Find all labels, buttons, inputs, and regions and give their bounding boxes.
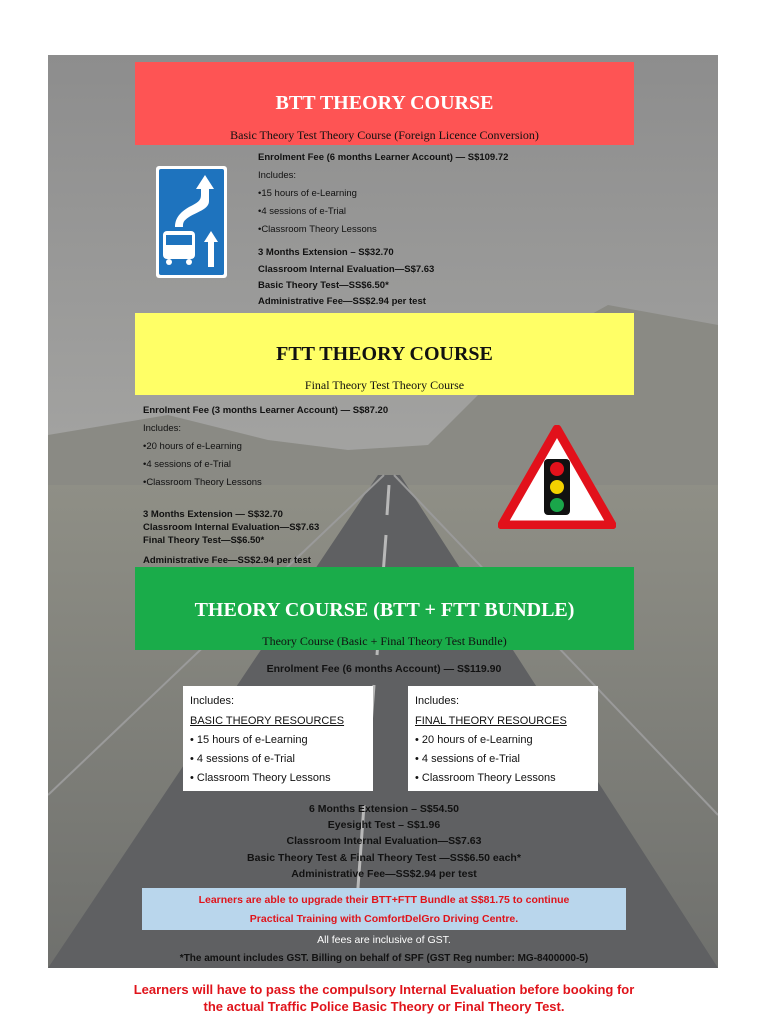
ftt-subtitle: Final Theory Test Theory Course (304, 378, 465, 392)
upgrade-note-box (142, 888, 626, 930)
basic-resources-heading: BASIC THEORY RESOURCES (190, 715, 345, 727)
bundle-fee-line: 6 Months Extension – S$54.50 (309, 803, 459, 815)
ftt-fee-line: Classroom Internal Evaluation—S$7.63 (143, 522, 320, 533)
bundle-banner (135, 567, 634, 650)
bundle-subtitle: Theory Course (Basic + Final Theory Test Bundle) (262, 634, 507, 648)
final-resources-heading: FINAL THEORY RESOURCES (415, 715, 567, 727)
upgrade-note-line: Learners are able to upgrade their BTT+FTT Bundle at S$81.75 to continue (198, 894, 570, 906)
btt-include-item: •Classroom Theory Lessons (258, 224, 377, 235)
ftt-enrolment-fee: Enrolment Fee (3 months Learner Account) — S$87.20 (143, 405, 389, 416)
btt-include-item: •15 hours of e-Learning (258, 188, 357, 199)
btt-fee-line: 3 Months Extension – S$32.70 (258, 247, 394, 258)
basic-resource-item: • 15 hours of e-Learning (190, 734, 308, 746)
bus-lane-sign-icon (155, 165, 228, 279)
ftt-fee-line: 3 Months Extension — S$32.70 (143, 509, 283, 520)
ftt-fee-line: Administrative Fee—SS$2.94 per test (143, 555, 311, 566)
btt-fee-line: Classroom Internal Evaluation—S$7.63 (258, 264, 435, 275)
final-includes-label: Includes: (415, 695, 460, 707)
basic-resource-item: • 4 sessions of e-Trial (190, 753, 295, 765)
btt-enrolment-fee: Enrolment Fee (6 months Learner Account) — S$109.72 (258, 152, 509, 163)
basic-includes-label: Includes: (190, 695, 235, 707)
ftt-include-item: •4 sessions of e-Trial (143, 459, 231, 470)
bundle-title: THEORY COURSE (BTT + FTT BUNDLE) (194, 599, 575, 621)
ftt-title: FTT THEORY COURSE (276, 343, 493, 365)
bundle-enrolment-fee: Enrolment Fee (6 months Account) — S$119.90 (266, 663, 502, 675)
btt-includes-label: Includes: (258, 170, 297, 181)
btt-banner (135, 62, 634, 145)
gst-registration-note: *The amount includes GST. Billing on behalf of SPF (GST Reg number: MG-8400000-5) (179, 953, 589, 964)
btt-subtitle: Basic Theory Test Theory Course (Foreign Licence Conversion) (230, 128, 539, 142)
ftt-includes-label: Includes: (143, 423, 182, 434)
btt-fee-line: Administrative Fee—SS$2.94 per test (258, 296, 426, 307)
basic-theory-resources-box (183, 686, 373, 791)
btt-fee-line: Basic Theory Test—SS$6.50* (258, 280, 389, 291)
basic-resource-item: • Classroom Theory Lessons (190, 772, 331, 784)
final-resource-item: • 20 hours of e-Learning (415, 734, 533, 746)
btt-title: BTT THEORY COURSE (275, 92, 494, 114)
footer-warning-line: the actual Traffic Police Basic Theory or Final Theory Test. (203, 999, 565, 1014)
upgrade-note-line: Practical Training with ComfortDelGro Driving Centre. (249, 913, 519, 925)
final-resource-item: • Classroom Theory Lessons (415, 772, 556, 784)
bundle-fee-line: Administrative Fee—SS$2.94 per test (291, 868, 477, 880)
final-resource-item: • 4 sessions of e-Trial (415, 753, 520, 765)
ftt-include-item: •Classroom Theory Lessons (143, 477, 262, 488)
traffic-light-warning-sign-icon (498, 425, 616, 529)
ftt-banner (135, 313, 634, 395)
bundle-fee-line: Basic Theory Test & Final Theory Test —SS$6.50 each* (247, 852, 521, 864)
btt-include-item: •4 sessions of e-Trial (258, 206, 346, 217)
bundle-fee-line: Classroom Internal Evaluation—S$7.63 (286, 835, 482, 847)
ftt-fee-line: Final Theory Test—S$6.50* (143, 535, 265, 546)
ftt-include-item: •20 hours of e-Learning (143, 441, 242, 452)
footer-warning-line: Learners will have to pass the compulsory Internal Evaluation before booking for (133, 982, 635, 997)
final-theory-resources-box (408, 686, 598, 791)
bundle-fee-line: Eyesight Test – S$1.96 (327, 819, 441, 831)
gst-note: All fees are inclusive of GST. (317, 934, 451, 946)
